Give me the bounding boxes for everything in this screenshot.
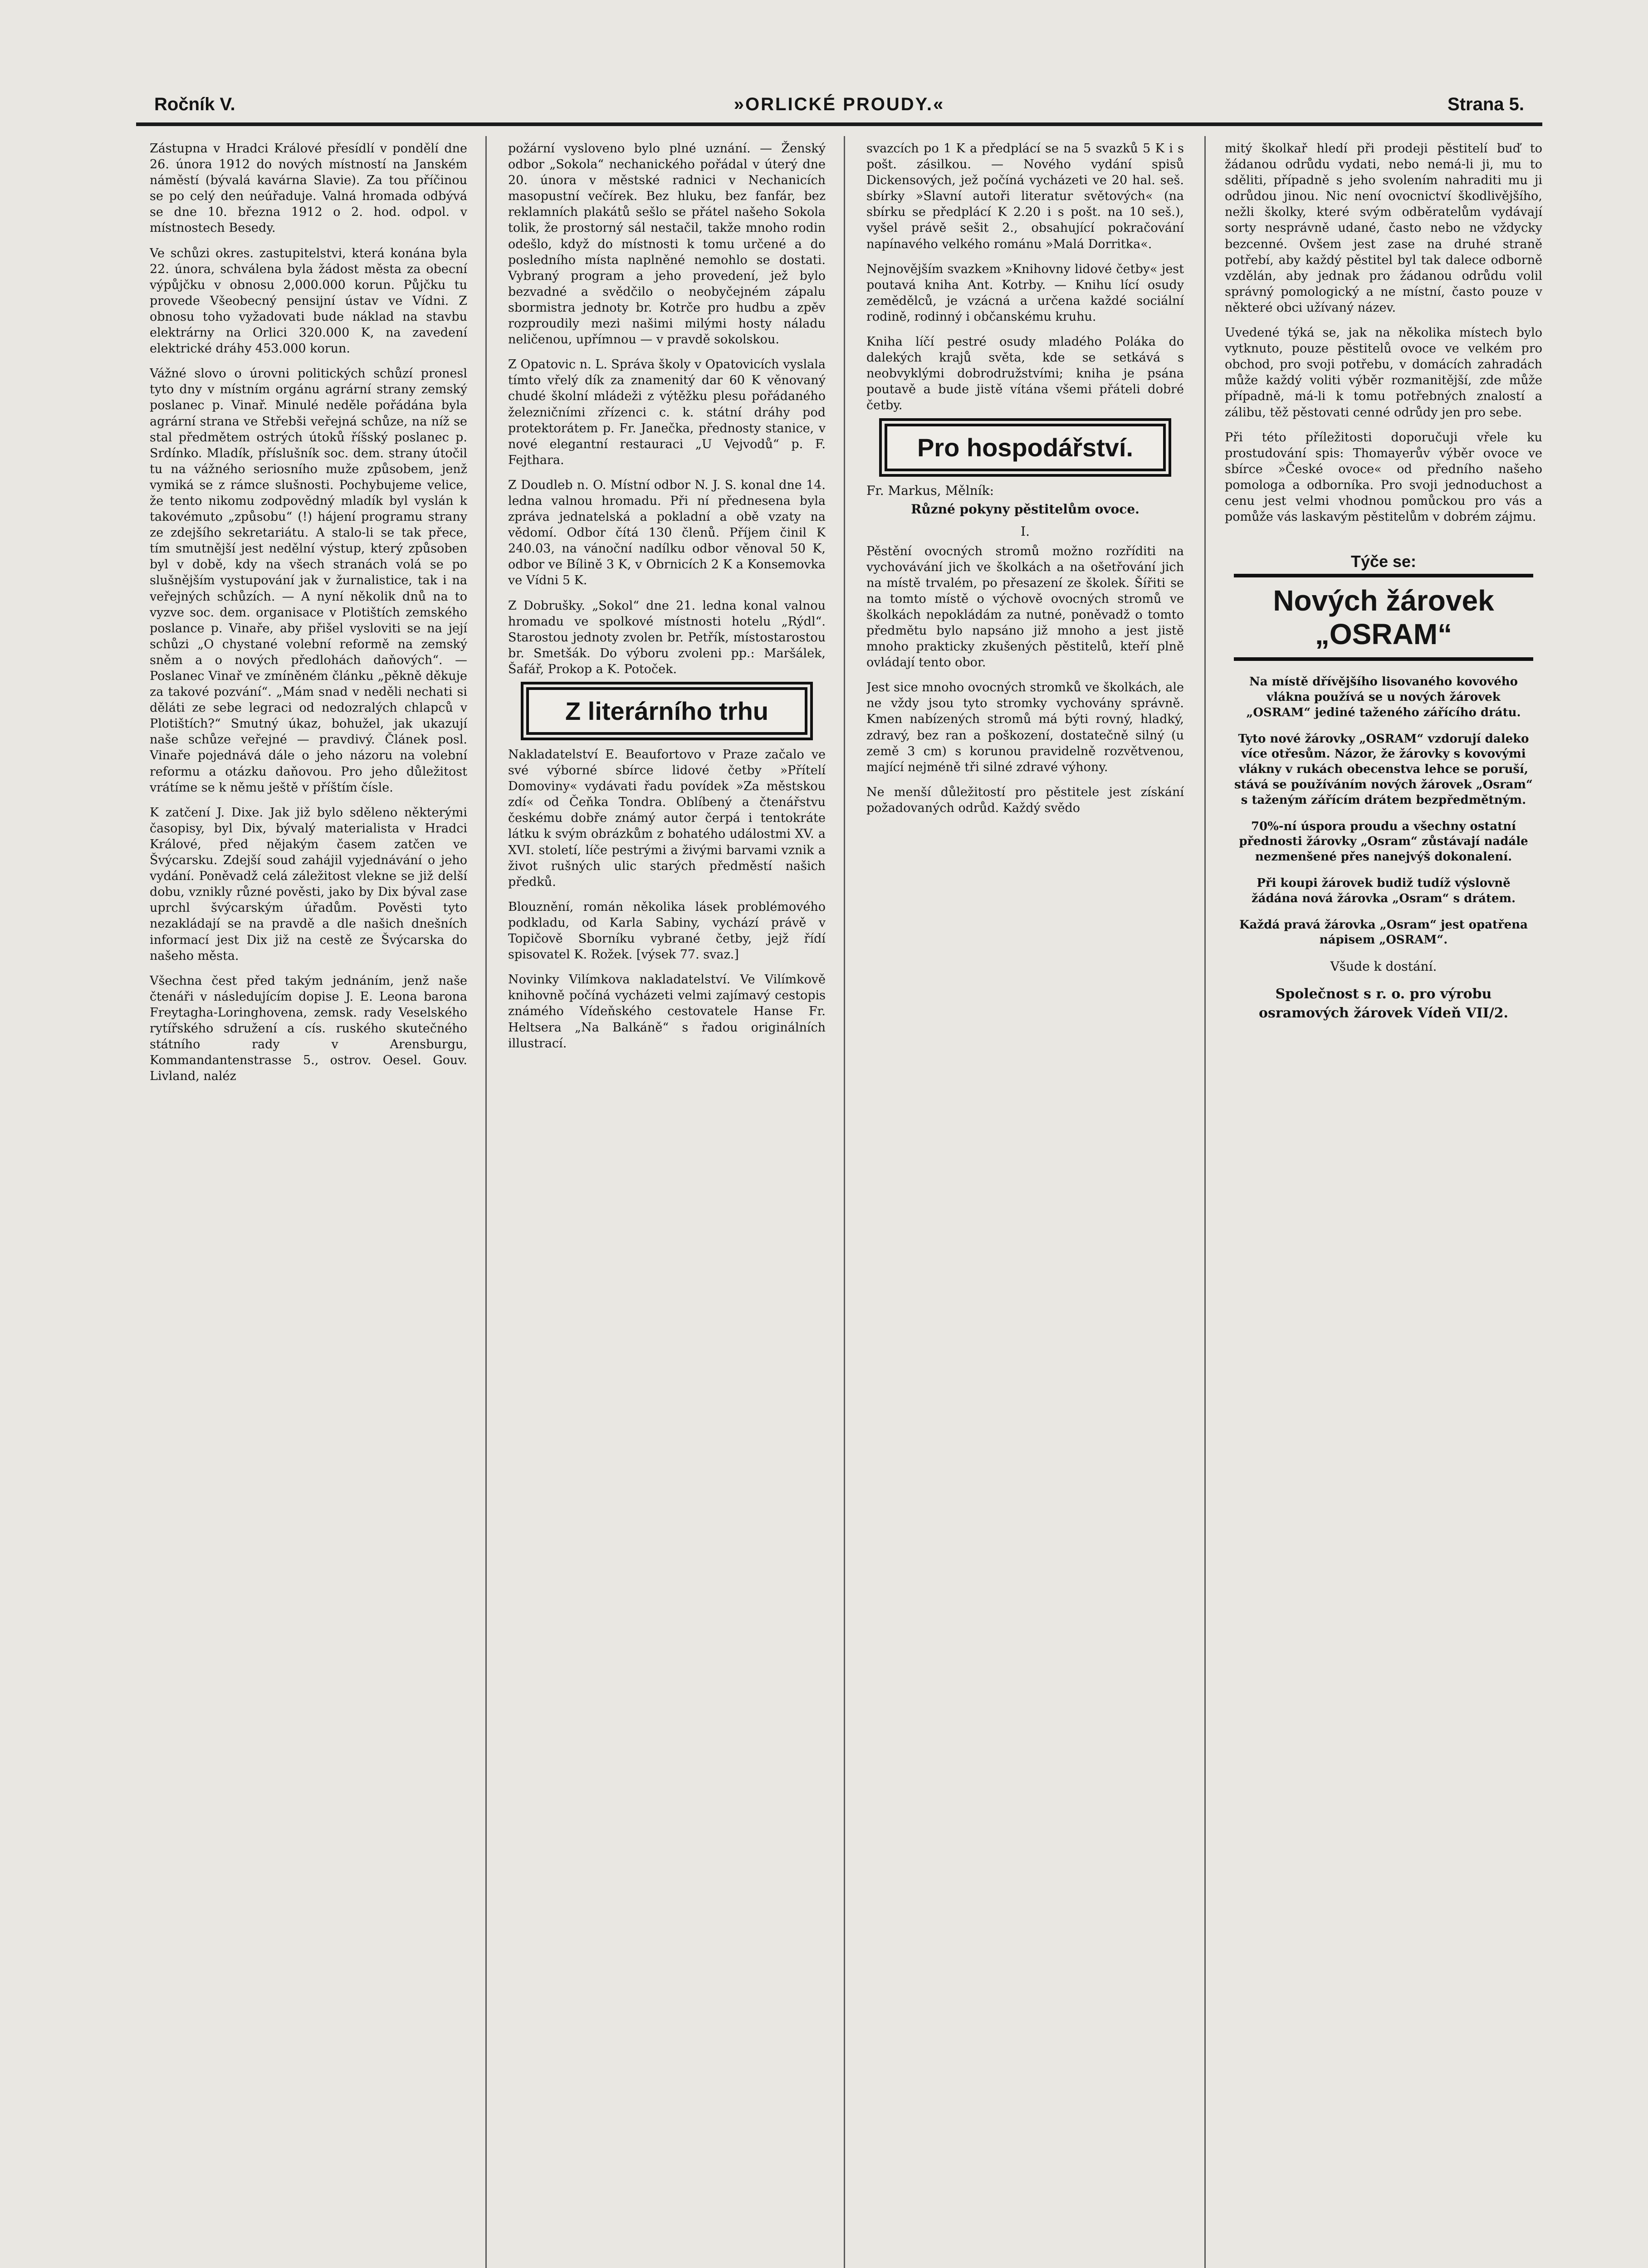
section-heading-literary: Z literárního trhu [526,687,807,735]
ad-text: Na místě dřívějšího lisovaného kovového vlákna používá se u nových žárovek „OSRAM“ jediné taženého zářícího drátu. [1246,675,1521,719]
page-number: Strana 5. [1448,94,1524,114]
news-item: požární vysloveno bylo plné uznání. — Ženský odbor „Sokola“ nechanického pořádal v úterý dne 20. února v městské radnici v Nechanicích masopustní večírek. Bez hluku, bez fanfár, bez reklamních plakátů sešlo se přátel našeho Sokola tolik, že prostorný sál nestačil, takže mnoho rodin odešlo, když do místnosti k tomu určené a do posledního místa naplněné nemohlo se dostati. Vybraný program a jeho provedení, jež bylo bezvadné a svědčilo o neobyčejném zápalu sbormistra jednoty br. Kotrče pro hudbu a zpěv rozproudily mezi našimi milými hosty náladu neličenou, upřímnou — v pravdě sokolskou. [508,142,826,347]
volume-label: Ročník V. [154,94,235,114]
news-item: Kniha líčí pestré osudy mladého Poláka do dalekých krajů světa, kde se setkává s neobvyklými dobrodružstvími; kniha je psána poutavě a bude jistě vítána všemi přáteli dobré četby. [866,335,1184,413]
news-item: Všechna čest před takým jednáním, jenž naše čtenáři v následujícím dopise J. E. Leona barona Freytagha-Loringhovena, zemsk. rady Veselského rytířského sdružení a cís. ruského skutečného státního rady v Arensburgu, Kommandantenstrasse 5., ostrov. Oesel. Gouv. Livland, naléz [150,973,467,1084]
column-divider [1204,136,1206,2268]
article-paragraph: mitý školkař hledí při prodeji pěstitelí buď to žádanou odrůdu vydati, nebo nemá-li ji, mu to sděliti, případně s jeho svolením nahraditi mu ji odrůdou jinou. Nic není ovocnictví škodlivějšího, nežli školky, které svým odběratelům vydávají sorty nesprávně udané, často nebo ne vždycky bezcenné. Ovšem jest zase na druhé straně potřebí, aby každý pěstitel byl tak dalece odborně vzdělán, aby jednak pro žádanou odrůdu volil správný pomologický a ne místní, často pouze v některé obci užívaný název. [1225,142,1542,315]
ad-lead: Týče se: [1350,552,1417,571]
ad-text: Tyto nové žárovky „OSRAM“ vzdorují daleko více otřesům. Názor, že žárovky s kovovými vlákny v rukách obecenstva lehce se poruší, stává se používáním nových žárovek „Osram“ s taženým zářícím drátem bezpředmětným. [1234,732,1533,807]
news-item: Vážné slovo o úrovni politických schůzí pronesl tyto dny v místním orgánu agrární strany zemský poslanec p. Vinař. Minulé neděle pořádána byla agrární strana ve Střebši veřejná schůze, na níž se stal předmětem ostrých útoků říšský poslanec p. Srdínko. Mladík, příslušník soc. dem. strany útočil tu na vážného seriosního muže způsobem, jenž vymiká se z rámce slušnosti. Pochybujeme velice, že tento nikomu zodpovědný mladík byl vyslán k takovémuto „způsobu“ (!) hájení programu strany ze zdejšího sekretariátu. A stalo-li se tak přece, tím smutnější jest nedělní výstup, který způsoben byl v době, kdy na všech stranách volá se po slušnějším vystupování jak v žurnalistice, tak i na veřejných schůzích. — A nyní několik dnů na to vyzve soc. dem. organisace v Plotištích zemského poslance p. Vinaře, aby přišel vysloviti se na její schůzi „O chystané volební reformě na zemský sněm a o nových předlohách daňových“. — Poslanec Vinař ve zmíněném článku „pěkně děkuje za takové pozvání“. „Mám snad v neděli nechati si děláti ze sebe legraci od nedozralých chlapců v Plotištích?“ Smutný úkaz, bohužel, jak ukazují naše schůze veřejné — pravdivý. Článek posl. Vinaře pojednává dále o jeho názoru na volební reformu a otázku daňovou. Pro jeho důležitost vrátíme se k němu ještě v příštím čísle. [150,367,467,795]
column-3 [866,141,1184,2268]
article-part-number: I. [1021,523,1030,539]
column-divider [485,136,487,2268]
osram-advertisement [1225,534,1542,1027]
ad-availability: Všude k dostání. [1330,959,1437,974]
news-item: svazcích po 1 K a předplácí se na 5 svazků 5 K i s pošt. zásilkou. — Nového vydání spisů Dickensových, jež počíná vycházeti ve 20 hal. seš. sbírky »Slavní autoři literatur světových« (na sbírku se předplácí K 2.20 i s pošt. na 10 seš.), vyšel právě sešit 2., obsahující pokračování napínavého velkého románu »Malá Dorritka«. [866,142,1184,251]
section-heading-agriculture: Pro hospodářství. [885,424,1166,471]
news-item: Nakladatelství E. Beaufortovo v Praze začalo ve své výborné sbírce lidové četby »Přítelí Domoviny« vydávati řadu povídek »Za městskou zdí« od Čeňka Tondra. Oblíbený a čtenářstvu českému dobře známý autor čerpá i tentokráte látku k svým obrázkům z bohatého událostmi XV. a XVI. století, líče pestrými a živými barvami vznik a život rušných ulic starých předměstí našich předků. [508,748,826,889]
article-paragraph: Při této příležitosti doporučuji vřele ku prostudování spis: Thomayerův výběr ovoce ve sbírce »České ovoce« od předního našeho pomologa a odborníka. Pro svoji jednoduchost a cenu jest velmi vhodnou pomůckou pro vás a pomůže vás laskavým pěstitelům v dobrém zájmu. [1225,430,1542,524]
ad-text: Každá pravá žárovka „Osram“ jest opatřena nápisem „OSRAM“. [1239,918,1528,947]
news-item: Zástupna v Hradci Králové přesídlí v pondělí dne 26. února 1912 do nových místností na Janském náměstí (bývalá kavárna Slavie). Za tou příčinou se po celý den neúřaduje. Valná hromada odbývá se dne 10. března 1912 o 2. hod. odpol. v místnostech Besedy. [150,142,467,235]
masthead-title: »ORLICKÉ PROUDY.« [734,94,945,114]
news-item: Novinky Vilímkova nakladatelství. Ve Vilímkově knihovně počíná vycházeti velmi zajímavý cestopis známého Vídeňského cestovatele Hanse Fr. Heltsera „Na Balkáně“ s řadou originálních illustrací. [508,973,826,1051]
news-item: Z Dobrušky. „Sokol“ dne 21. ledna konal valnou hromadu ve spolkové místnosti hotelu „Rýdl“. Starostou jednoty zvolen br. Petřík, místostarostou br. Smetšák. Do výboru zvoleni pp.: Maršálek, Šafář, Prokop a K. Potoček. [508,598,826,676]
ad-text: Při koupi žárovek budiž tudíž výslovně žádána nová žárovka „Osram“ s drátem. [1251,876,1516,905]
article-title: Různé pokyny pěstitelům ovoce. [911,501,1139,517]
news-item: Nejnovějším svazkem »Knihovny lidové četby« jest poutavá kniha Ant. Kotrby. — Knihu lící osudy zemědělců, je vzácná a určena každé sociální rodině, rodinný i občanskému kruhu. [866,262,1184,324]
column-divider [844,136,845,2268]
news-item: Ve schůzi okres. zastupitelstvi, která konána byla 22. února, schválena byla žádost města za obecní výpůjčku v obnosu 2,000.000 korun. Půjčku tu provede Všeobecný pensijní ústav ve Vídni. Z obnosu toho vyžadovati bude náklad na stavbu elektrárny na Orlici 320.000 K, na zavedení elektrické dráhy 453.000 korun. [150,246,467,356]
ad-text: 70%-ní úspora proudu a všechny ostatní přednosti žárovky „Osram“ zůstávají nadále nezmenšené přes nanejvýš dokonalení. [1239,819,1528,864]
article-paragraph: Jest sice mnoho ovocných stromků ve školkách, ale ne vždy jsou tyto stromky vychovány správně. Kmen nabízených stromů má býti rovný, hladký, zdravý, bez ran a poškození, dostatečně silný (u země 3 cm) s korunou pravidelně rozvětvenou, mající nejméně tři silné zdravé výhony. [866,680,1184,774]
article-paragraph: Ne menší důležitostí pro pěstitele jest získání požadovaných odrůd. Každý svědo [866,785,1184,815]
news-item: Z Opatovic n. L. Správa školy v Opatovicích vyslala tímto vřelý dík za znamenitý dar 60 K věnovaný chudé školní mládeži z výtěžku plesu pořádaného železničními zřízenci c. k. státní dráhy pod protektorátem p. Fr. Janečka, přednosty stanice, v nové elegantní restauraci „U Vejvodů“ p. F. Fejtharа. [508,357,826,467]
news-item: Blouznění, román několika lásek problémového podkladu, od Karla Sabiny, vychází právě v Topičově Sborníku vybrané četby, jejž řídí spisovatel K. Rožek. [výsek 77. svaz.] [508,899,826,962]
ad-title: Nových žárovek „OSRAM“ [1234,574,1533,661]
column-2 [508,141,826,2268]
article-paragraph: Uvedené týká se, jak na několika místech bylo vytknuto, pouze pěstitelů ovoce ve velkém pro obchod, pro svoji potřebu, v domácích zahradách může každý voliti výběr rozmanitější, zde může případně, má-li k tomu potřebných znalostí a zálibu, těž pěstovati cenné odrůdy jen pro sebe. [1225,326,1542,420]
page-header [136,91,1542,126]
news-item: K zatčení J. Dixe. Jak již bylo sděleno některými časopisy, byl Dix, bývalý materialista v Hradci Králové, před nějakým časem zatčen ve Švýcarsku. Zdejší soud zahájil vyjednávání o jeho vydání. Poněvadž celá záležitost vleknе se již delší dobu, vznikly různé pověsti, jako by Dix býval zase uprchl švýcarským úřadům. Pověsti tyto nezakládají se na pravdě a dle našich dnešních informací jest Dix již na cestě ze Švýcarska do našeho města. [150,805,467,963]
article-paragraph: Pěstění ovocných stromů možno rozříditi na vychovávání jich ve školkách a na ošetřování jich na místě trvalém, po přesazení ze školek. Šířiti se na tomto místě o výchově ovocných stromů ve školkách nepokládám za nutné, poněvadž o tomto předmětu bylo napsáno již mnoho a jest jistě mnoho prakticky zkušených pěstitelů, kteří plně ovládají tento obor. [866,544,1184,670]
ad-company: Společnost s r. o. pro výrobu osramových žárovek Vídeň VII/2. [1259,986,1508,1022]
column-4 [1225,141,1542,2268]
news-item: Z Doudleb n. O. Místní odbor N. J. S. konal dne 14. ledna valnou hromadu. Při ní přednesena byla zpráva jednatelská a pokladní a obě vzaty na vědomí. Odbor čítá 130 členů. Příjem činil K 240.03, na vánoční nadílku odbor věnoval 50 K, odbor ve Bílině 3 K, v Obrnicích 2 K a Konsemovka ve Vídni 5 K. [508,478,826,588]
column-1 [150,141,467,2268]
article-byline: Fr. Markus, Mělník: [866,483,994,498]
